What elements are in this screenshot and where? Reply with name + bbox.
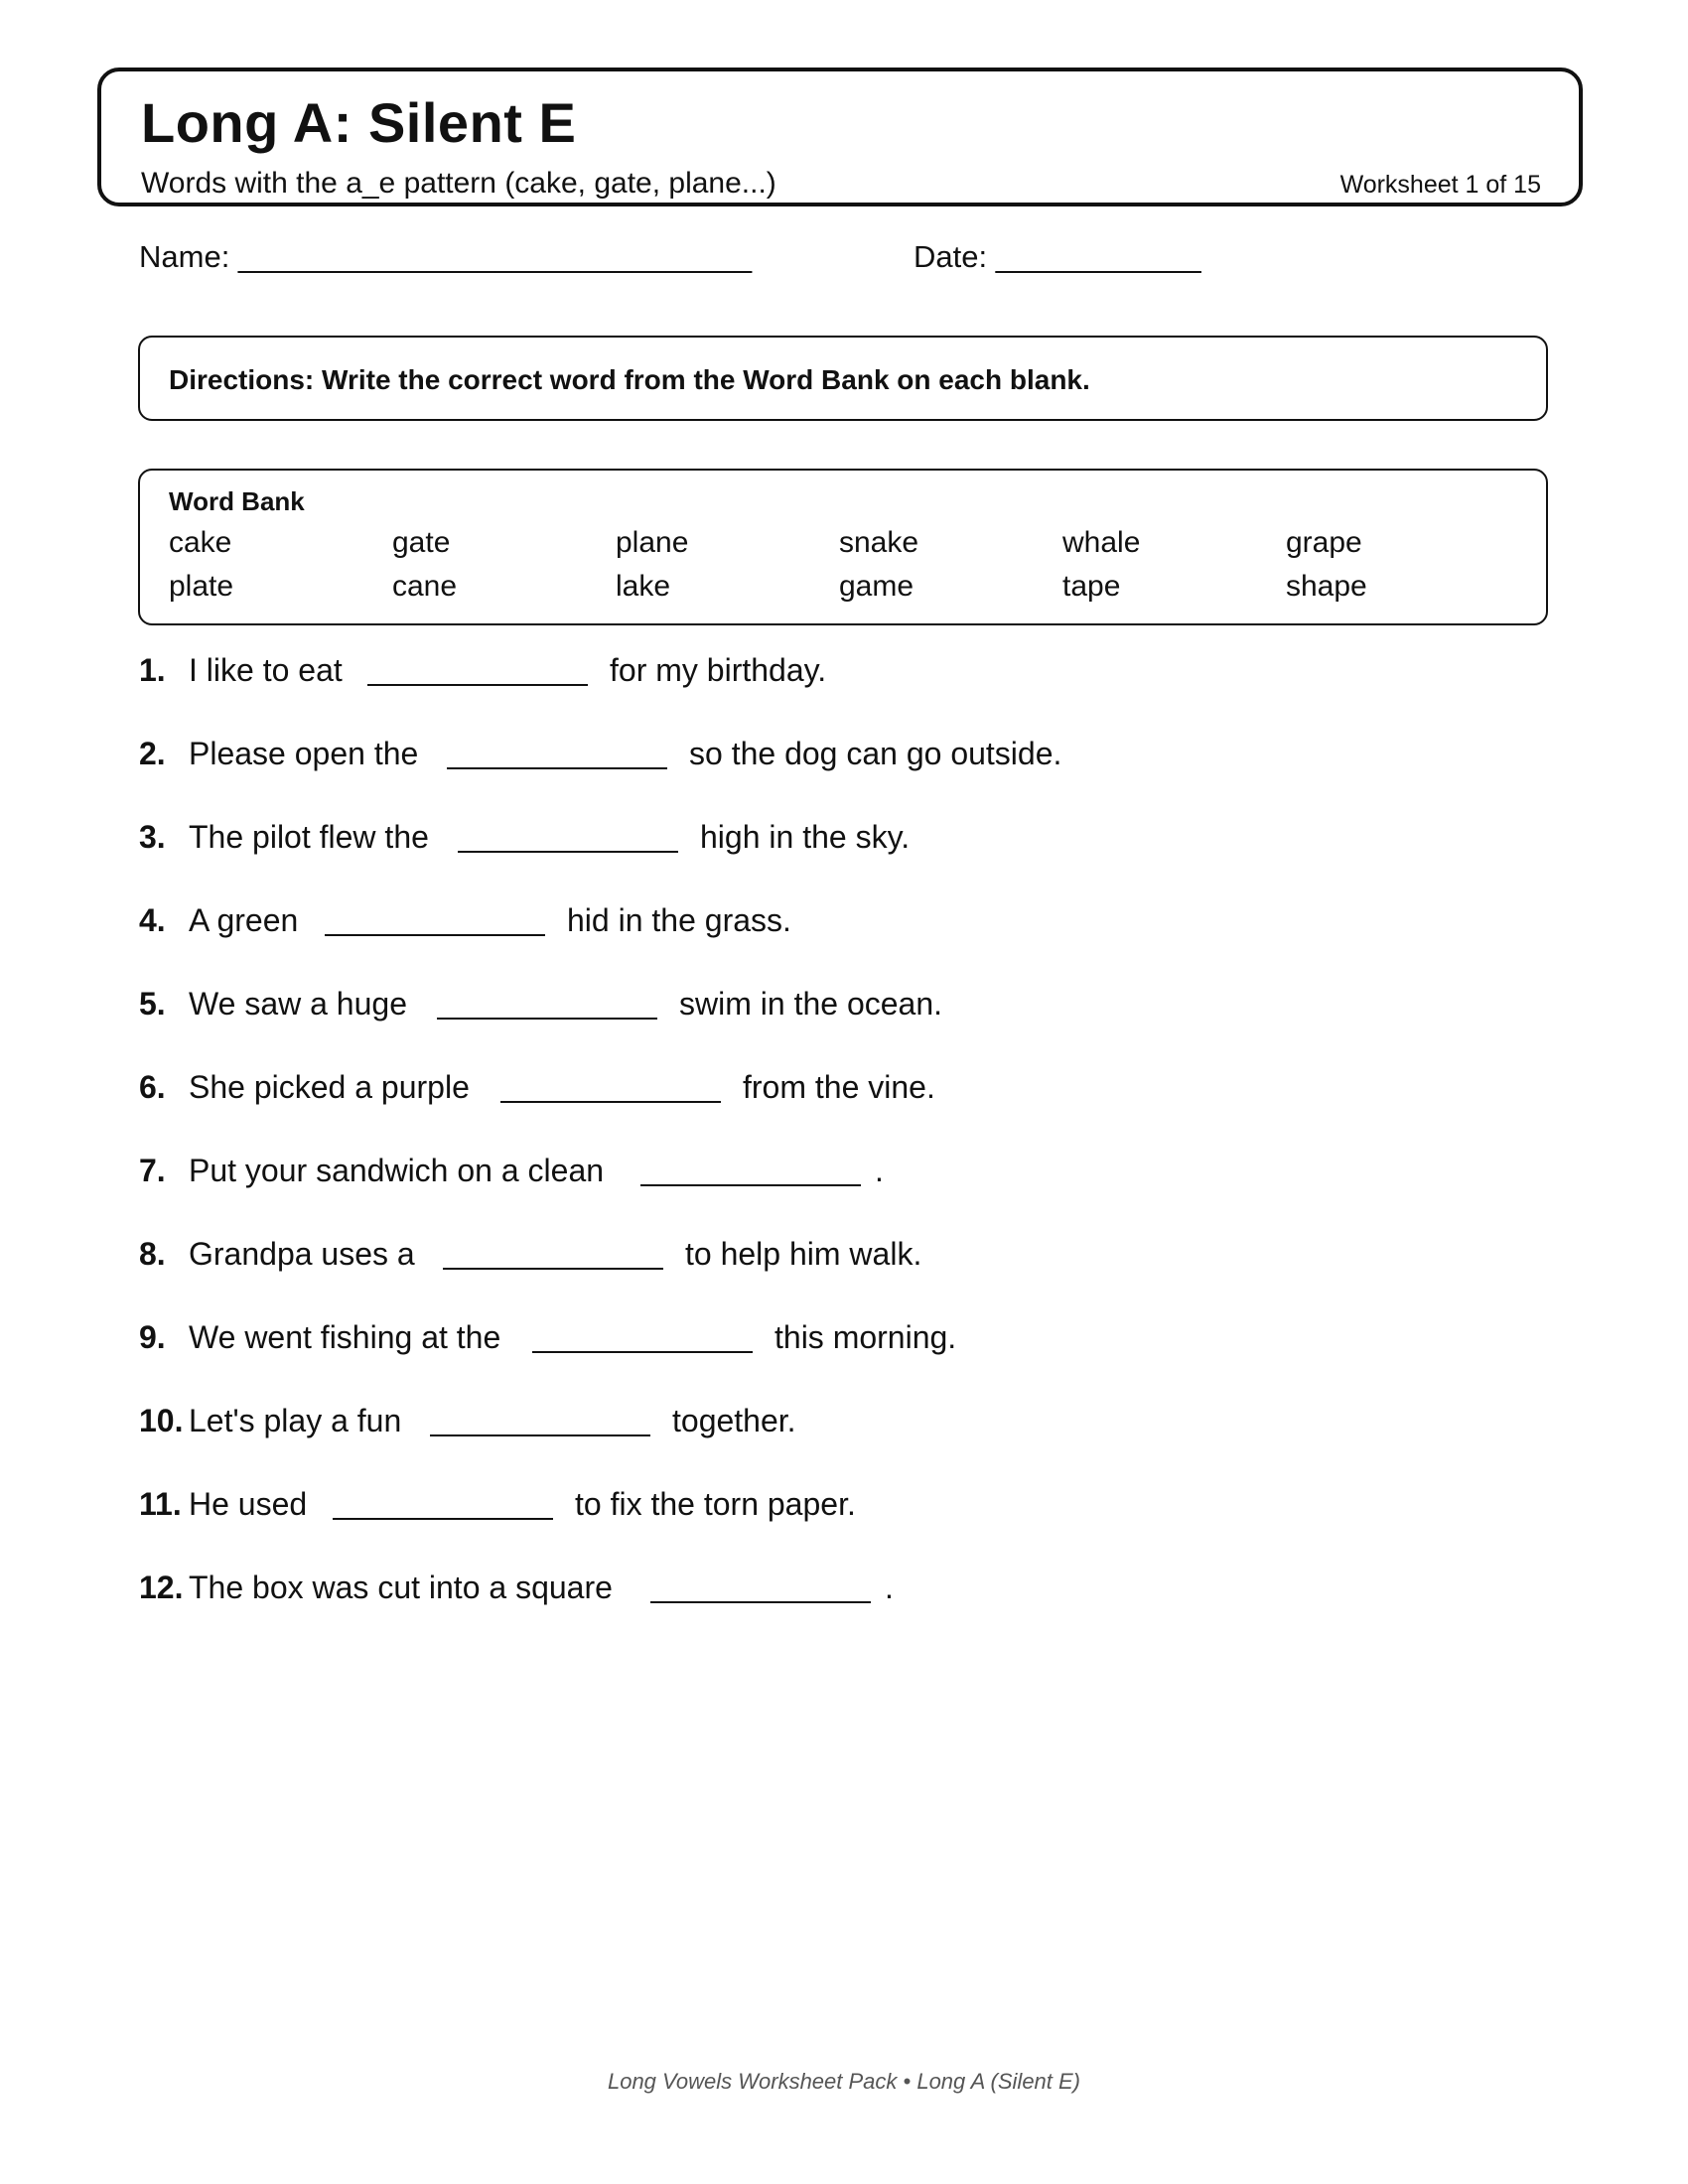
worksheet-number: Worksheet 1 of 15 <box>1339 171 1541 199</box>
word-bank-word: cane <box>392 570 458 603</box>
answer-blank[interactable] <box>437 988 657 1020</box>
word-bank-word: grape <box>1286 526 1362 559</box>
question-number: 10. <box>139 1403 184 1438</box>
word-bank-word: tape <box>1062 570 1121 603</box>
answer-blank[interactable] <box>532 1321 753 1353</box>
question-text-after: to help him walk. <box>685 1236 922 1272</box>
word-bank-word: plate <box>169 570 234 603</box>
question-number: 6. <box>139 1069 166 1105</box>
question-text-before: I like to eat <box>189 652 343 688</box>
question-text-after: to fix the torn paper. <box>575 1486 856 1522</box>
word-bank-word: game <box>839 570 914 603</box>
question-number: 12. <box>139 1570 184 1605</box>
question-text-before: Grandpa uses a <box>189 1236 415 1272</box>
answer-blank[interactable] <box>333 1488 553 1520</box>
question-text-after: hid in the grass. <box>567 902 791 938</box>
word-bank-title: Word Bank <box>169 486 305 516</box>
question-number: 7. <box>139 1153 166 1188</box>
question-number: 5. <box>139 986 166 1022</box>
directions-box <box>138 336 1548 421</box>
question-number: 8. <box>139 1236 166 1272</box>
worksheet-subtitle: Words with the a_e pattern (cake, gate, plane...) <box>141 167 776 200</box>
directions-text: Directions: Write the correct word from the Word Bank on each blank. <box>169 364 1090 395</box>
date-field[interactable]: Date: ____________ <box>914 239 1201 274</box>
question-text-after: from the vine. <box>743 1069 935 1105</box>
question-text-after: . <box>875 1153 884 1188</box>
question-text-after: this morning. <box>774 1319 957 1355</box>
question-text-after: . <box>885 1570 894 1605</box>
question-text-after: high in the sky. <box>700 819 911 855</box>
question-text-after: so the dog can go outside. <box>689 736 1062 771</box>
word-bank-word: shape <box>1286 570 1367 603</box>
word-bank-word: whale <box>1062 526 1141 559</box>
answer-blank[interactable] <box>650 1571 871 1603</box>
question-number: 11. <box>139 1486 182 1522</box>
word-bank-word: snake <box>839 526 919 559</box>
question-text-before: She picked a purple <box>189 1069 470 1105</box>
question-text-after: together. <box>672 1403 796 1438</box>
question-text-after: swim in the ocean. <box>679 986 943 1022</box>
answer-blank[interactable] <box>325 904 545 936</box>
question-text-before: A green <box>189 902 299 938</box>
answer-blank[interactable] <box>367 654 588 686</box>
answer-blank[interactable] <box>430 1405 650 1436</box>
answer-blank[interactable] <box>458 821 678 853</box>
answer-blank[interactable] <box>500 1071 721 1103</box>
question-text-before: The box was cut into a square <box>189 1570 613 1605</box>
question-text-before: We saw a huge <box>189 986 407 1022</box>
question-text-before: The pilot flew the <box>189 819 429 855</box>
word-bank-word: plane <box>616 526 689 559</box>
question-text-after: for my birthday. <box>610 652 827 688</box>
word-bank <box>138 469 1548 625</box>
answer-blank[interactable] <box>447 738 667 769</box>
question-number: 4. <box>139 902 166 938</box>
answer-blank[interactable] <box>443 1238 663 1270</box>
worksheet-footer: Long Vowels Worksheet Pack • Long A (Silent E) <box>607 2069 1081 2094</box>
question-text-before: Put your sandwich on a clean <box>189 1153 605 1188</box>
question-text-before: We went fishing at the <box>189 1319 501 1355</box>
question-text-before: Please open the <box>189 736 419 771</box>
question-number: 1. <box>139 652 166 688</box>
question-number: 2. <box>139 736 166 771</box>
worksheet-title: Long A: Silent E <box>141 91 577 154</box>
question-text-before: He used <box>189 1486 308 1522</box>
worksheet-header <box>97 68 1583 206</box>
name-field[interactable]: Name: ______________________________ <box>139 239 753 274</box>
word-bank-word: gate <box>392 526 451 559</box>
word-bank-word: lake <box>616 570 671 603</box>
word-bank-word: cake <box>169 526 232 559</box>
question-text-before: Let's play a fun <box>189 1403 402 1438</box>
answer-blank[interactable] <box>640 1155 861 1186</box>
question-number: 3. <box>139 819 166 855</box>
question-number: 9. <box>139 1319 166 1355</box>
